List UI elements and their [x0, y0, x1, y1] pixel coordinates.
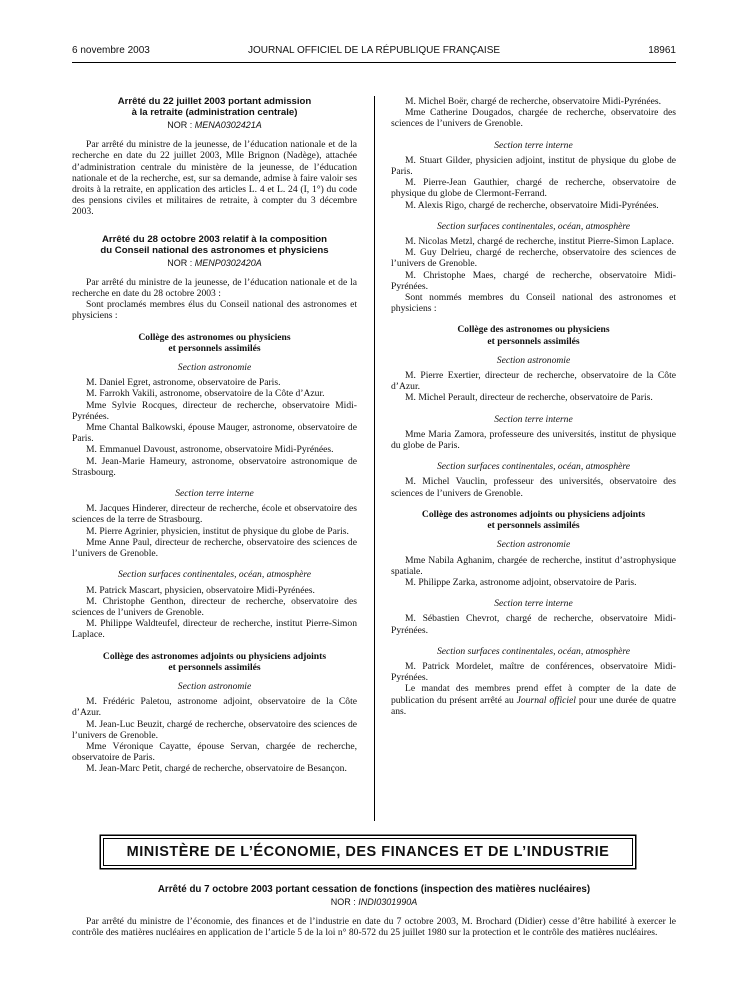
member-entry: Mme Maria Zamora, professeure des universités, institut de physique du globe de Paris. [391, 428, 676, 452]
art2-nor: NOR : MENP0302420A [167, 257, 262, 268]
section-astronomie-heading: Section astronomie [177, 362, 252, 374]
member-entry: M. Farrokh Vakili, astronome, observatoire de la Côte d’Azur. [86, 388, 325, 400]
section-terre-heading: Section terre interne [175, 488, 254, 500]
appointed-intro: Sont nommés membres du Conseil national des astronomes et physiciens : [391, 292, 676, 315]
section-surfaces-heading: Section surfaces continentales, océan, atmosphère [436, 461, 631, 473]
section-surfaces-heading: Section surfaces continentales, océan, atmosphère [117, 569, 312, 581]
college2-heading: Collège des astronomes adjoints ou physiciens adjoints et personnels assimilés [421, 508, 646, 532]
member-entry: Mme Chantal Balkowski, épouse Mauger, astronome, observatoire de Paris. [72, 422, 357, 445]
college2-heading: Collège des astronomes adjoints ou physiciens adjoints et personnels assimilés [102, 650, 327, 673]
header-date: 6 novembre 2003 [72, 45, 150, 56]
member-entry: Mme Véronique Cayatte, épouse Servan, chargée de recherche, observatoire de Paris. [72, 740, 357, 764]
member-entry: M. Alexis Rigo, chargé de recherche, observatoire Midi-Pyrénées. [405, 199, 659, 211]
left-column [72, 96, 357, 775]
member-entry: M. Christophe Maes, chargé de recherche, observatoire Midi-Pyrénées. [391, 269, 676, 292]
ministry-banner: MINISTÈRE DE L’ÉCONOMIE, DES FINANCES ET DE L’INDUSTRIE [103, 838, 633, 866]
member-entry: Mme Catherine Dougados, chargée de recherche, observatoire des sciences de l’univers de Grenoble. [391, 107, 676, 130]
section-terre-heading: Section terre interne [494, 413, 573, 425]
member-entry: M. Nicolas Metzl, chargé de recherche, institut Pierre-Simon Laplace. [405, 236, 674, 248]
member-entry: Mme Nabila Aghanim, chargée de recherche, institut d’astrophysique spatiale. [391, 554, 676, 577]
art1-body: Par arrêté du ministre de la jeunesse, de l’éducation nationale et de la recherche en date du 22 juillet 2003, Mlle Brignon (Nadège), attachée d’administration centrale du ministère de la jeunesse, de l’éducation nationale et de la recherche, est, sur sa demande, admise à faire valoir ses droits à la retraite, en application des articles L. 4 et L. 24 (I, 1°) du code des pensions civiles et militaires de retraite, à compter du 3 décembre 2003. [72, 139, 357, 218]
section-astronomie-heading: Section astronomie [496, 354, 571, 366]
page-header [72, 45, 676, 59]
art2-intro: Par arrêté du ministre de la jeunesse, de l’éducation nationale et de la recherche en date du 28 octobre 2003 : [72, 276, 357, 300]
member-entry: M. Philippe Waldteufel, directeur de recherche, institut Pierre-Simon Laplace. [72, 618, 357, 641]
section-terre-heading: Section terre interne [494, 139, 573, 151]
art3-body: Par arrêté du ministre de l’économie, des finances et de l’industrie en date du 7 octobre 2003, M. Brochard (Didier) cesse d’être habilité à exercer le contrôle des matières nucléaires en application de l’article 5 de la loi n° 80-572 du 25 juillet 1980 sur la protection et le contrôle des matières nucléaires. [72, 916, 676, 939]
member-entry: M. Michel Boër, chargé de recherche, observatoire Midi-Pyrénées. [405, 96, 661, 107]
college1-heading: Collège des astronomes ou physiciens et personnels assimilés [138, 331, 291, 354]
member-entry: M. Christophe Genthon, directeur de recherche, observatoire des sciences de l’univers de Grenoble. [72, 595, 357, 618]
member-entry: M. Sébastien Chevrot, chargé de recherche, observatoire Midi-Pyrénées. [391, 613, 676, 636]
member-entry: M. Jacques Hinderer, directeur de recherche, école et observatoire des sciences de la terre de Strasbourg. [72, 503, 357, 526]
member-entry: M. Jean-Marie Hameury, astronome, observatoire astronomique de Strasbourg. [72, 455, 357, 478]
right-column [391, 96, 676, 717]
member-entry: M. Pierre Agrinier, physicien, institut de physique du globe de Paris. [86, 525, 349, 537]
section-astronomie-heading: Section astronomie [496, 539, 571, 551]
art3-title: Arrêté du 7 octobre 2003 portant cessation de fonctions (inspection des matières nucléaires) [157, 884, 591, 895]
member-entry: M. Jean-Marc Petit, chargé de recherche, observatoire de Besançon. [86, 763, 347, 775]
member-entry: M. Patrick Mascart, physicien, observatoire Midi-Pyrénées. [86, 584, 315, 596]
member-entry: Mme Anne Paul, directeur de recherche, observatoire des sciences de l’univers de Grenoble. [72, 536, 357, 560]
member-entry: Mme Sylvie Rocques, directeur de recherche, observatoire Midi-Pyrénées. [72, 399, 357, 422]
member-entry: M. Patrick Mordelet, maître de conférences, observatoire Midi-Pyrénées. [391, 660, 676, 684]
art1-nor: NOR : MENA0302421A [167, 120, 262, 130]
member-entry: M. Michel Vauclin, professeur des universités, observatoire des sciences de l’univers de Grenoble. [391, 476, 676, 499]
art1-title: Arrêté du 22 juillet 2003 portant admission à la retraite (administration centrale) [117, 96, 312, 118]
section-astronomie-heading: Section astronomie [177, 680, 252, 692]
member-entry: M. Daniel Egret, astronome, observatoire de Paris. [86, 377, 281, 389]
member-entry: M. Philippe Zarka, astronome adjoint, observatoire de Paris. [405, 576, 637, 588]
art3-nor: NOR : INDI0301990A [330, 897, 418, 907]
member-entry: M. Pierre Exertier, directeur de recherche, observatoire de la Côte d’Azur. [391, 370, 676, 393]
section-terre-heading: Section terre interne [494, 598, 573, 610]
college1-heading: Collège des astronomes ou physiciens et personnels assimilés [457, 324, 610, 347]
member-entry: M. Frédéric Paletou, astronome adjoint, observatoire de la Côte d’Azur. [72, 696, 357, 719]
mandate-paragraph: Le mandat des membres prend effet à compter de la date de publication du présent arrêté au Journal officiel pour une durée de quatre ans. [391, 683, 677, 717]
column-divider [374, 96, 375, 821]
member-entry: M. Pierre-Jean Gauthier, chargé de recherche, observatoire de physique du globe de Clermont-Ferrand. [391, 177, 676, 200]
art3 [72, 884, 676, 939]
member-entry: M. Stuart Gilder, physicien adjoint, institut de physique du globe de Paris. [391, 154, 676, 178]
section-surfaces-heading: Section surfaces continentales, océan, atmosphère [436, 645, 631, 657]
member-entry: M. Michel Perault, directeur de recherche, observatoire de Paris. [405, 392, 653, 404]
member-entry: M. Guy Delrieu, chargé de recherche, observatoire des sciences de l’univers de Grenoble. [391, 247, 676, 270]
section-surfaces-heading: Section surfaces continentales, océan, atmosphère [436, 220, 631, 232]
member-entry: M. Jean-Luc Beuzit, chargé de recherche, observatoire des sciences de l’univers de Grenoble. [72, 718, 357, 741]
art2-title: Arrêté du 28 octobre 2003 relatif à la composition du Conseil national des astronomes et physiciens [100, 233, 329, 256]
art2-elected-intro: Sont proclamés membres élus du Conseil national des astronomes et physiciens : [72, 299, 357, 322]
header-page-number: 18961 [648, 45, 676, 56]
header-journal-title: JOURNAL OFFICIEL DE LA RÉPUBLIQUE FRANÇAISE [247, 45, 501, 56]
header-rule [72, 62, 676, 63]
member-entry: M. Emmanuel Davoust, astronome, observatoire Midi-Pyrénées. [86, 444, 334, 456]
